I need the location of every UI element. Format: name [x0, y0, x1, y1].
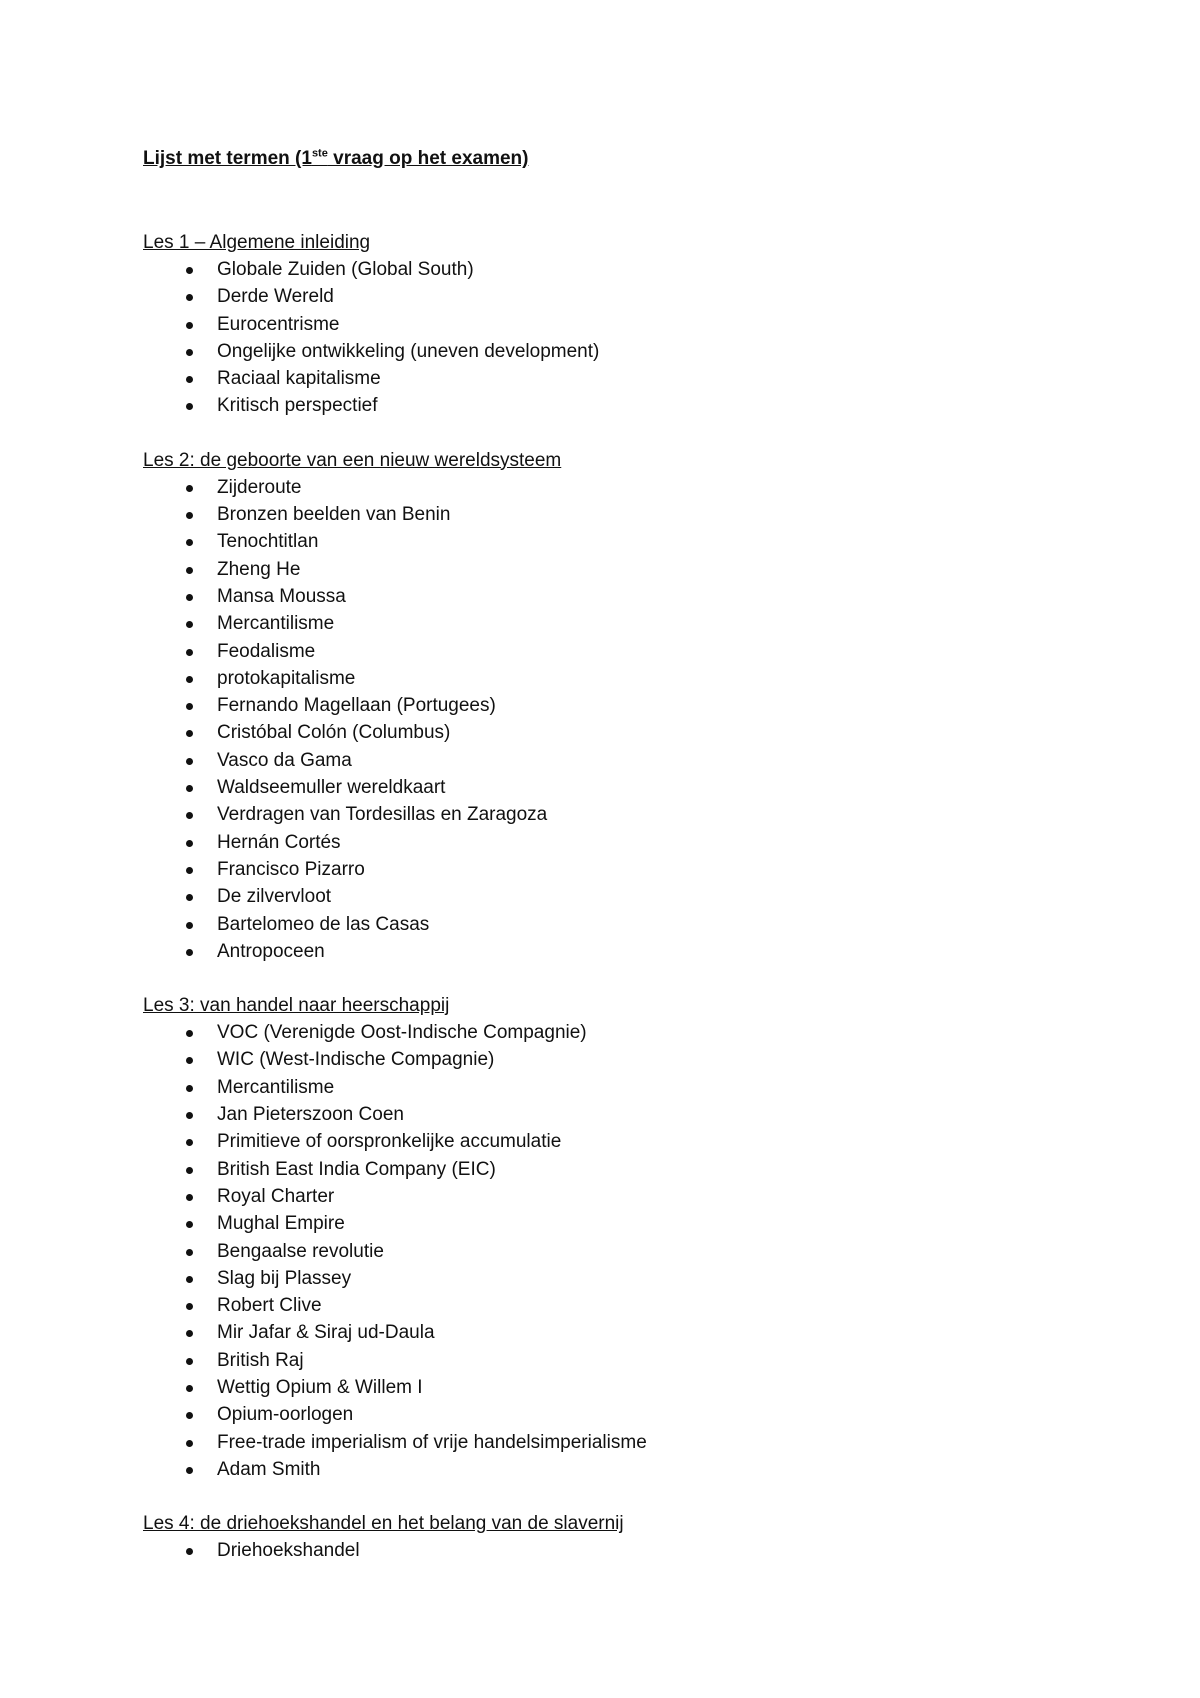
- bullet-icon: [186, 1194, 193, 1201]
- list-item-text: Mughal Empire: [217, 1213, 345, 1235]
- bullet-icon: [186, 267, 193, 274]
- list-item: [143, 1128, 1103, 1155]
- list-item: [143, 829, 1103, 856]
- bullet-icon: [186, 594, 193, 601]
- list-item: [143, 638, 1103, 665]
- bullet-icon: [186, 730, 193, 737]
- term-list: [143, 256, 1103, 420]
- list-item-text: Royal Charter: [217, 1185, 335, 1207]
- list-item-text: Tenochtitlan: [217, 531, 319, 553]
- list-item-text: Jan Pieterszoon Coen: [217, 1104, 404, 1126]
- section-heading: Les 4: de driehoekshandel en het belang van de slavernij: [143, 1513, 624, 1535]
- bullet-icon: [186, 1030, 193, 1037]
- list-item: [143, 1456, 1103, 1483]
- list-item-text: Feodalisme: [217, 640, 316, 662]
- list-item-text: Mansa Moussa: [217, 585, 346, 607]
- list-item: [143, 256, 1103, 283]
- list-item: [143, 692, 1103, 719]
- list-item: [143, 883, 1103, 910]
- bullet-icon: [186, 1167, 193, 1174]
- bullet-icon: [186, 1330, 193, 1337]
- list-item: [143, 1265, 1103, 1292]
- document-title-main: Lijst met termen (1: [143, 148, 312, 169]
- section-les-2: [143, 447, 1103, 965]
- list-item-text: Driehoekshandel: [217, 1540, 360, 1562]
- list-item-text: Derde Wereld: [217, 286, 334, 308]
- list-item-text: Free-trade imperialism of vrije handelsimperialisme: [217, 1431, 647, 1453]
- bullet-icon: [186, 1249, 193, 1256]
- list-item-text: Slag bij Plassey: [217, 1267, 352, 1289]
- bullet-icon: [186, 512, 193, 519]
- bullet-icon: [186, 1276, 193, 1283]
- bullet-icon: [186, 1139, 193, 1146]
- list-item: [143, 1183, 1103, 1210]
- list-item: [143, 583, 1103, 610]
- section-heading: Les 2: de geboorte van een nieuw wereldsysteem: [143, 449, 562, 471]
- bullet-icon: [186, 1467, 193, 1474]
- list-item-text: Fernando Magellaan (Portugees): [217, 695, 496, 717]
- term-list: [143, 1537, 1103, 1564]
- section-heading: Les 1 – Algemene inleiding: [143, 232, 371, 253]
- list-item: [143, 1429, 1103, 1456]
- section-les-3: [143, 992, 1103, 1483]
- list-item-text: Bengaalse revolutie: [217, 1240, 384, 1262]
- list-item: [143, 311, 1103, 338]
- list-item-text: Ongelijke ontwikkeling (uneven development): [217, 340, 600, 362]
- list-item-text: De zilvervloot: [217, 886, 332, 908]
- bullet-icon: [186, 485, 193, 492]
- term-list: [143, 474, 1103, 965]
- bullet-icon: [186, 1358, 193, 1365]
- list-item: [143, 1238, 1103, 1265]
- bullet-icon: [186, 703, 193, 710]
- list-item-text: Bartelomeo de las Casas: [217, 913, 430, 935]
- list-item-text: Zheng He: [217, 558, 301, 580]
- bullet-icon: [186, 758, 193, 765]
- list-item-text: Vasco da Gama: [217, 749, 352, 771]
- list-item-text: Antropoceen: [217, 940, 325, 962]
- list-item: [143, 747, 1103, 774]
- list-item: [143, 474, 1103, 501]
- bullet-icon: [186, 894, 193, 901]
- list-item: [143, 665, 1103, 692]
- list-item: [143, 1074, 1103, 1101]
- list-item: [143, 1210, 1103, 1237]
- list-item: [143, 719, 1103, 746]
- list-item: [143, 501, 1103, 528]
- list-item-text: Opium-oorlogen: [217, 1404, 354, 1426]
- bullet-icon: [186, 567, 193, 574]
- list-item-text: Mir Jafar & Siraj ud-Daula: [217, 1322, 435, 1344]
- bullet-icon: [186, 403, 193, 410]
- bullet-icon: [186, 785, 193, 792]
- list-item-text: Mercantilisme: [217, 1076, 335, 1098]
- list-item-text: Robert Clive: [217, 1295, 322, 1317]
- bullet-icon: [186, 1412, 193, 1419]
- list-item-text: protokapitalisme: [217, 667, 356, 689]
- list-item-text: Francisco Pizarro: [217, 858, 365, 880]
- list-item-text: Adam Smith: [217, 1458, 321, 1480]
- list-item: [143, 365, 1103, 392]
- document-content: [143, 147, 1103, 1591]
- bullet-icon: [186, 649, 193, 656]
- document-title-superscript: ste: [311, 147, 328, 160]
- bullet-icon: [186, 1548, 193, 1555]
- list-item-text: Zijderoute: [217, 476, 302, 498]
- list-item-text: VOC (Verenigde Oost-Indische Compagnie): [217, 1022, 587, 1044]
- list-item: [143, 1019, 1103, 1046]
- bullet-icon: [186, 1112, 193, 1119]
- list-item-text: Cristóbal Colón (Columbus): [217, 722, 451, 744]
- section-heading: Les 3: van handel naar heerschappij: [143, 995, 450, 1017]
- list-item: [143, 1347, 1103, 1374]
- list-item: [143, 556, 1103, 583]
- bullet-icon: [186, 1221, 193, 1228]
- bullet-icon: [186, 1385, 193, 1392]
- bullet-icon: [186, 376, 193, 383]
- list-item: [143, 1046, 1103, 1073]
- list-item: [143, 856, 1103, 883]
- list-item: [143, 1101, 1103, 1128]
- section-les-1: [143, 229, 1103, 420]
- list-item: [143, 1292, 1103, 1319]
- list-item: [143, 911, 1103, 938]
- bullet-icon: [186, 322, 193, 329]
- bullet-icon: [186, 812, 193, 819]
- list-item: [143, 1319, 1103, 1346]
- list-item: [143, 338, 1103, 365]
- list-item-text: Bronzen beelden van Benin: [217, 504, 451, 526]
- list-item: [143, 1401, 1103, 1428]
- list-item-text: Globale Zuiden (Global South): [217, 259, 474, 280]
- bullet-icon: [186, 294, 193, 301]
- list-item-text: Waldseemuller wereldkaart: [217, 777, 446, 799]
- list-item: [143, 610, 1103, 637]
- list-item-text: British Raj: [217, 1349, 304, 1371]
- bullet-icon: [186, 1440, 193, 1447]
- document-title-rest: vraag op het examen): [327, 148, 529, 169]
- list-item: [143, 1537, 1103, 1564]
- bullet-icon: [186, 539, 193, 546]
- bullet-icon: [186, 676, 193, 683]
- document-title: [143, 147, 1103, 171]
- list-item-text: Eurocentrisme: [217, 313, 340, 335]
- list-item: [143, 283, 1103, 310]
- bullet-icon: [186, 621, 193, 628]
- term-list: [143, 1019, 1103, 1483]
- bullet-icon: [186, 1085, 193, 1092]
- list-item-text: Mercantilisme: [217, 613, 335, 635]
- list-item-text: Raciaal kapitalisme: [217, 368, 381, 390]
- list-item: [143, 774, 1103, 801]
- list-item: [143, 801, 1103, 828]
- list-item-text: WIC (West-Indische Compagnie): [217, 1049, 495, 1071]
- list-item: [143, 1156, 1103, 1183]
- section-les-4: [143, 1510, 1103, 1564]
- list-item-text: Kritisch perspectief: [217, 395, 378, 417]
- list-item-text: Hernán Cortés: [217, 831, 341, 853]
- bullet-icon: [186, 349, 193, 356]
- list-item-text: Primitieve of oorspronkelijke accumulatie: [217, 1131, 562, 1153]
- list-item-text: Wettig Opium & Willem I: [217, 1376, 423, 1398]
- list-item-text: British East India Company (EIC): [217, 1158, 496, 1180]
- list-item: [143, 1374, 1103, 1401]
- list-item-text: Verdragen van Tordesillas en Zaragoza: [217, 804, 548, 826]
- bullet-icon: [186, 949, 193, 956]
- bullet-icon: [186, 867, 193, 874]
- bullet-icon: [186, 840, 193, 847]
- list-item: [143, 938, 1103, 965]
- list-item: [143, 528, 1103, 555]
- bullet-icon: [186, 1057, 193, 1064]
- bullet-icon: [186, 1303, 193, 1310]
- bullet-icon: [186, 922, 193, 929]
- list-item: [143, 392, 1103, 419]
